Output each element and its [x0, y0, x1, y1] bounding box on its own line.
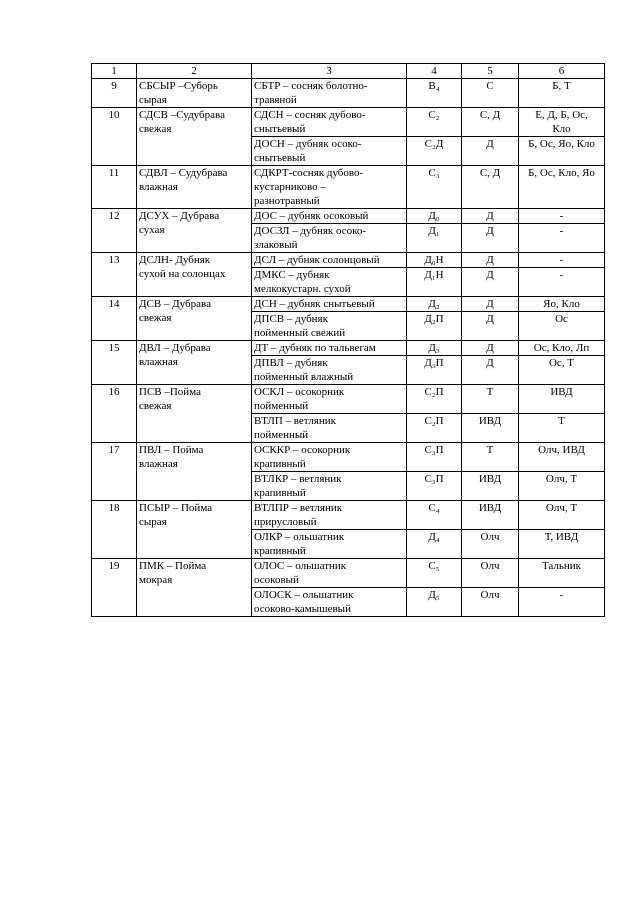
table-row [92, 108, 605, 137]
associated-species-cell: Ос [519, 312, 605, 341]
index-cell: Д₃П [407, 356, 462, 385]
group-number-cell: 9 [92, 79, 137, 108]
edificator-cell: С, Д [462, 166, 519, 209]
table-row [92, 297, 605, 312]
edificator-cell: Д [462, 268, 519, 297]
header-cell-6: 6 [519, 64, 605, 79]
table-row [92, 166, 605, 209]
associated-species-cell: Ос, Кло, Лп [519, 341, 605, 356]
table-row [92, 559, 605, 588]
association-cell: ОЛОС – ольшатник осоковый [252, 559, 407, 588]
associated-species-cell: Яо, Кло [519, 297, 605, 312]
forest-types-table [91, 63, 605, 617]
association-cell: ВТЛП – ветляник пойменный [252, 414, 407, 443]
association-cell: ОСКЛ – осокорник пойменный [252, 385, 407, 414]
associated-species-cell: Олч, Т [519, 472, 605, 501]
association-cell: ДМКС – дубняк мелкокустарн. сухой [252, 268, 407, 297]
edificator-cell: Д [462, 312, 519, 341]
association-cell: ДОС – дубняк осоковый [252, 209, 407, 224]
associated-species-cell: - [519, 588, 605, 617]
index-cell: Д₀Н [407, 253, 462, 268]
edificator-cell: Олч [462, 588, 519, 617]
index-cell: Д₄ [407, 530, 462, 559]
index-cell: Д₂ [407, 297, 462, 312]
associated-species-cell: - [519, 268, 605, 297]
index-cell: С₃П [407, 443, 462, 472]
table-row [92, 385, 605, 414]
association-cell: ДОСЗЛ – дубняк осоко- злаковый [252, 224, 407, 253]
group-number-cell: 12 [92, 209, 137, 253]
association-cell: СДСН – сосняк дубово- снытьевый [252, 108, 407, 137]
group-number-cell: 13 [92, 253, 137, 297]
associated-species-cell: Б, Ос, Яо, Кло [519, 137, 605, 166]
group-number-cell: 10 [92, 108, 137, 166]
associated-species-cell: Тальник [519, 559, 605, 588]
edificator-cell: Т [462, 443, 519, 472]
index-cell: Д₀ [407, 209, 462, 224]
forest-type-cell: ПСВ –Пойма свежая [137, 385, 252, 443]
forest-type-cell: ДВЛ – Дубрава влажная [137, 341, 252, 385]
table-row [92, 443, 605, 472]
associated-species-cell: Олч, Т [519, 501, 605, 530]
index-cell: В₄ [407, 79, 462, 108]
associated-species-cell: - [519, 209, 605, 224]
edificator-cell: Д [462, 253, 519, 268]
forest-type-cell: СБСЫР –Суборь сырая [137, 79, 252, 108]
header-cell-3: 3 [252, 64, 407, 79]
group-number-cell: 15 [92, 341, 137, 385]
association-cell: ОЛКР – ольшатник крапивный [252, 530, 407, 559]
associated-species-cell: Ос, Т [519, 356, 605, 385]
edificator-cell: Д [462, 297, 519, 312]
association-cell: ДТ – дубняк по тальвегам [252, 341, 407, 356]
index-cell: С₄ [407, 501, 462, 530]
header-cell-4: 4 [407, 64, 462, 79]
group-number-cell: 17 [92, 443, 137, 501]
index-cell: С₂Д [407, 137, 462, 166]
index-cell: Д₃ [407, 341, 462, 356]
forest-type-cell: ДСВ – Дубрава свежая [137, 297, 252, 341]
edificator-cell: Д [462, 224, 519, 253]
associated-species-cell: - [519, 253, 605, 268]
forest-type-cell: СДСВ –Судубрава свежая [137, 108, 252, 166]
edificator-cell: Олч [462, 530, 519, 559]
table-row [92, 253, 605, 268]
edificator-cell: ИВД [462, 472, 519, 501]
edificator-cell: Д [462, 209, 519, 224]
association-cell: ДПВЛ – дубняк пойменный влажный [252, 356, 407, 385]
association-cell: СДКРТ-сосняк дубово- кустарниково – разнотравный [252, 166, 407, 209]
table-row [92, 209, 605, 224]
association-cell: ДСН – дубняк снытьевый [252, 297, 407, 312]
group-number-cell: 18 [92, 501, 137, 559]
forest-type-cell: ДСУХ – Дубрава сухая [137, 209, 252, 253]
edificator-cell: Д [462, 356, 519, 385]
index-cell: Д₂П [407, 312, 462, 341]
group-number-cell: 14 [92, 297, 137, 341]
edificator-cell: Т [462, 385, 519, 414]
edificator-cell: ИВД [462, 414, 519, 443]
edificator-cell: ИВД [462, 501, 519, 530]
index-cell: С₅ [407, 559, 462, 588]
group-number-cell: 19 [92, 559, 137, 617]
association-cell: СБТР – сосняк болотно- травяной [252, 79, 407, 108]
forest-type-cell: ДСЛН- Дубняк сухой на солонцах [137, 253, 252, 297]
association-cell: ОЛОСК – ольшатник осоково-камышевый [252, 588, 407, 617]
edificator-cell: С, Д [462, 108, 519, 137]
edificator-cell: Олч [462, 559, 519, 588]
forest-type-cell: ПВЛ – Пойма влажная [137, 443, 252, 501]
index-cell: Д₁ [407, 224, 462, 253]
edificator-cell: Д [462, 137, 519, 166]
header-cell-2: 2 [137, 64, 252, 79]
table-row [92, 501, 605, 530]
associated-species-cell: Олч, ИВД [519, 443, 605, 472]
index-cell: С₂П [407, 385, 462, 414]
index-cell: С₃ [407, 166, 462, 209]
forest-type-cell: ПСЫР – Пойма сырая [137, 501, 252, 559]
forest-type-cell: СДВЛ – Судубрава влажная [137, 166, 252, 209]
association-cell: ВТЛКР – ветляник крапивный [252, 472, 407, 501]
associated-species-cell: Т [519, 414, 605, 443]
table-row [92, 79, 605, 108]
forest-type-cell: ПМК – Пойма мокрая [137, 559, 252, 617]
associated-species-cell: Б, Ос, Кло, Яо [519, 166, 605, 209]
edificator-cell: Д [462, 341, 519, 356]
group-number-cell: 16 [92, 385, 137, 443]
header-cell-5: 5 [462, 64, 519, 79]
association-cell: ДПСВ – дубняк пойменный свежий [252, 312, 407, 341]
header-row [92, 64, 605, 79]
associated-species-cell: ИВД [519, 385, 605, 414]
associated-species-cell: Е, Д, Б, Ос, Кло [519, 108, 605, 137]
association-cell: ДОСН – дубняк осоко- снытьевый [252, 137, 407, 166]
association-cell: ОСККР – осокорник крапивный [252, 443, 407, 472]
group-number-cell: 11 [92, 166, 137, 209]
association-cell: ДСЛ – дубняк солонцовый [252, 253, 407, 268]
index-cell: С₂ [407, 108, 462, 137]
header-cell-1: 1 [92, 64, 137, 79]
index-cell: Д₅ [407, 588, 462, 617]
index-cell: С₂П [407, 414, 462, 443]
association-cell: ВТЛПР – ветляник прирусловый [252, 501, 407, 530]
index-cell: Д₁Н [407, 268, 462, 297]
edificator-cell: С [462, 79, 519, 108]
table-row [92, 341, 605, 356]
associated-species-cell: Б, Т [519, 79, 605, 108]
associated-species-cell: Т, ИВД [519, 530, 605, 559]
associated-species-cell: - [519, 224, 605, 253]
index-cell: С₃П [407, 472, 462, 501]
table-body [92, 79, 605, 617]
